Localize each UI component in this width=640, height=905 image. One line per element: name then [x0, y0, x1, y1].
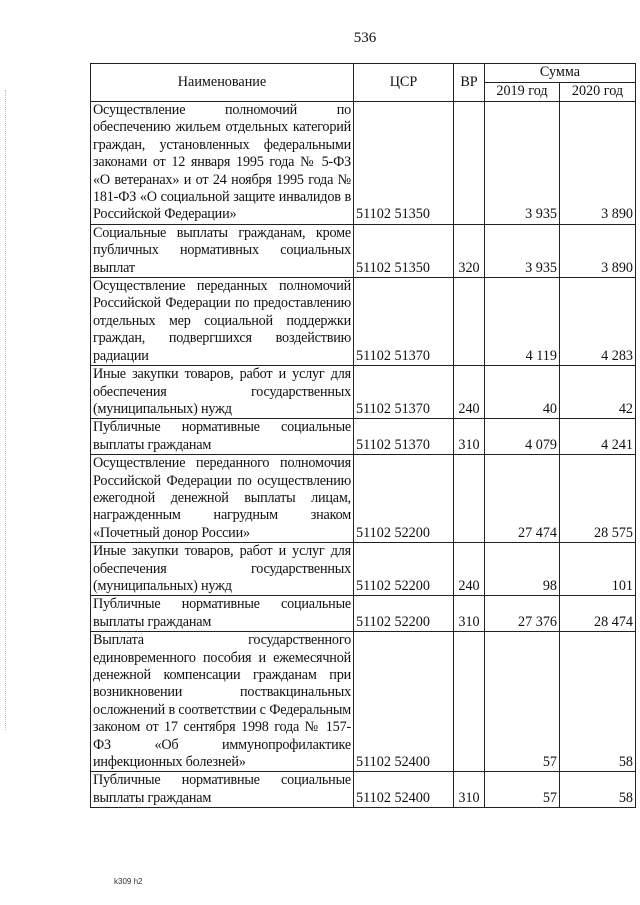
row-csr: 51102 51350 [354, 224, 454, 277]
row-sum-2020: 28 474 [560, 596, 636, 632]
row-sum-2019: 3 935 [485, 102, 560, 225]
table-row [91, 224, 636, 277]
row-sum-2019: 27 376 [485, 596, 560, 632]
row-csr: 51102 51370 [354, 419, 454, 455]
row-csr: 51102 52200 [354, 455, 454, 543]
table-row [91, 102, 636, 225]
row-sum-2019: 57 [485, 632, 560, 772]
row-sum-2020: 28 575 [560, 455, 636, 543]
row-name: Иные закупки товаров, работ и услуг для обеспечения государственных (муниципальных) нужд [91, 366, 354, 419]
table-header [91, 64, 636, 102]
table-body [91, 102, 636, 808]
table-row [91, 278, 636, 366]
row-vr: 240 [454, 366, 485, 419]
header-name: Наименование [91, 64, 354, 102]
row-vr: 310 [454, 596, 485, 632]
header-year-2020: 2020 год [560, 83, 636, 102]
row-sum-2020: 58 [560, 772, 636, 808]
scan-margin-marks [5, 90, 10, 730]
row-sum-2019: 40 [485, 366, 560, 419]
row-sum-2019: 4 119 [485, 278, 560, 366]
row-sum-2020: 3 890 [560, 102, 636, 225]
row-csr: 51102 52400 [354, 772, 454, 808]
row-csr: 51102 51350 [354, 102, 454, 225]
header-csr: ЦСР [354, 64, 454, 102]
row-name: Публичные нормативные социальные выплаты гражданам [91, 419, 354, 455]
row-sum-2019: 3 935 [485, 224, 560, 277]
table-row [91, 632, 636, 772]
row-name: Выплата государственного единовременного пособия и ежемесячной денежной компенсации гражданам при возникновении поствакцинальных осложнений в соответствии с Федеральным законом от 17 сентября 1998 года № 157-ФЗ «Об иммунопрофилактике инфекционных болезней» [91, 632, 354, 772]
page-number: 536 [353, 30, 377, 46]
header-sum: Сумма [485, 64, 636, 83]
table-row [91, 455, 636, 543]
footer-code: k309 h2 [114, 877, 143, 886]
row-csr: 51102 51370 [354, 278, 454, 366]
row-name: Публичные нормативные социальные выплаты гражданам [91, 596, 354, 632]
row-sum-2020: 4 283 [560, 278, 636, 366]
table-row [91, 419, 636, 455]
header-year-2019: 2019 год [485, 83, 560, 102]
row-sum-2020: 42 [560, 366, 636, 419]
table-row [91, 596, 636, 632]
row-vr: 310 [454, 419, 485, 455]
row-vr: 240 [454, 543, 485, 596]
row-vr [454, 455, 485, 543]
row-sum-2020: 4 241 [560, 419, 636, 455]
row-csr: 51102 52200 [354, 596, 454, 632]
row-sum-2019: 98 [485, 543, 560, 596]
row-name: Осуществление переданного полномочия Российской Федерации по осуществлению ежегодной денежной выплаты лицам, награжденным нагрудным знаком «Почетный донор России» [91, 455, 354, 543]
table-row [91, 772, 636, 808]
row-name: Осуществление переданных полномочий Российской Федерации по предоставлению отдельных мер социальной поддержки граждан, подвергшихся воздействию радиации [91, 278, 354, 366]
row-csr: 51102 52400 [354, 632, 454, 772]
row-sum-2019: 57 [485, 772, 560, 808]
row-name: Иные закупки товаров, работ и услуг для обеспечения государственных (муниципальных) нужд [91, 543, 354, 596]
row-vr [454, 102, 485, 225]
row-sum-2020: 101 [560, 543, 636, 596]
budget-table [90, 63, 636, 808]
row-vr [454, 632, 485, 772]
row-sum-2019: 27 474 [485, 455, 560, 543]
table-row [91, 543, 636, 596]
row-sum-2020: 3 890 [560, 224, 636, 277]
row-name: Публичные нормативные социальные выплаты гражданам [91, 772, 354, 808]
table-row [91, 366, 636, 419]
row-vr: 310 [454, 772, 485, 808]
row-name: Социальные выплаты гражданам, кроме публичных нормативных социальных выплат [91, 224, 354, 277]
row-vr: 320 [454, 224, 485, 277]
row-sum-2020: 58 [560, 632, 636, 772]
row-csr: 51102 51370 [354, 366, 454, 419]
header-vr: ВР [454, 64, 485, 102]
row-name: Осуществление полномочий по обеспечению жильем отдельных категорий граждан, установленных федеральными законами от 12 января 1995 года № 5-ФЗ «О ветеранах» и от 24 ноября 1995 года № 181-ФЗ «О социальной защите инвалидов в Российской Федерации» [91, 102, 354, 225]
row-vr [454, 278, 485, 366]
row-sum-2019: 4 079 [485, 419, 560, 455]
row-csr: 51102 52200 [354, 543, 454, 596]
